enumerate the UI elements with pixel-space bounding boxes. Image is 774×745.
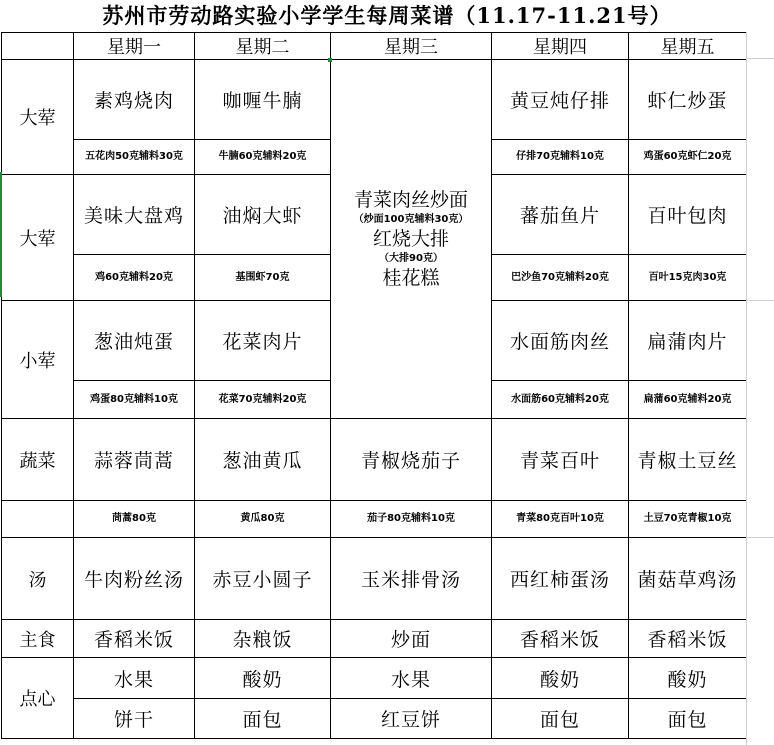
portion-note: 黄瓜80克	[195, 501, 331, 538]
snack-row-1	[2, 658, 747, 699]
dish-cell: 黄豆炖仔排	[492, 60, 629, 140]
dish-cell: 虾仁炒蛋	[629, 60, 747, 140]
dish-cell: 葱油炖蛋	[74, 301, 195, 381]
category-small: 小荤	[2, 301, 74, 419]
sheet-column-edge	[746, 32, 774, 745]
selection-indicator	[0, 172, 2, 297]
header-row	[2, 33, 747, 60]
dish-cell: 面包	[629, 699, 747, 739]
corner-cell	[2, 33, 74, 60]
portion-note: 鸡蛋80克辅料10克	[74, 381, 195, 419]
category-snack: 点心	[2, 658, 74, 739]
main1-dish-row	[2, 60, 747, 140]
dish-cell: 蒜蓉茼蒿	[74, 419, 195, 501]
veg-note-row	[2, 501, 747, 538]
portion-note: 百叶15克肉30克	[629, 255, 747, 301]
dish-cell: 水果	[331, 658, 492, 699]
staple-row	[2, 620, 747, 658]
dish-cell: 酸奶	[195, 658, 331, 699]
category-main1: 大荤	[2, 60, 74, 175]
dish-cell: 牛肉粉丝汤	[74, 538, 195, 620]
dish-cell: 炒面	[331, 620, 492, 658]
dish-cell: 青椒土豆丝	[629, 419, 747, 501]
category-staple: 主食	[2, 620, 74, 658]
wed-dish-1: 青菜肉丝炒面	[353, 188, 468, 211]
dish-cell: 香稻米饭	[74, 620, 195, 658]
dish-cell: 扁蒲肉片	[629, 301, 747, 381]
dish-cell: 美味大盘鸡	[74, 175, 195, 255]
dish-cell: 花菜肉片	[195, 301, 331, 381]
page-title: 苏州市劳动路实验小学学生每周菜谱（11.17-11.21号）	[102, 3, 672, 28]
wed-note-1: （炒面100克辅料30克）	[353, 213, 469, 225]
portion-note: 土豆70克青椒10克	[629, 501, 747, 538]
veg-dish-row	[2, 419, 747, 501]
dish-cell: 水果	[74, 658, 195, 699]
dish-cell: 红豆饼	[331, 699, 492, 739]
sheet-grid-line	[746, 537, 774, 538]
dish-cell: 油焖大虾	[195, 175, 331, 255]
dish-cell: 青菜百叶	[492, 419, 629, 501]
cell-marker	[328, 58, 332, 62]
dish-cell: 蕃茄鱼片	[492, 175, 629, 255]
dish-cell: 酸奶	[629, 658, 747, 699]
dish-cell: 杂粮饭	[195, 620, 331, 658]
dish-cell: 香稻米饭	[492, 620, 629, 658]
portion-note: 青菜80克百叶10克	[492, 501, 629, 538]
dish-cell: 赤豆小圆子	[195, 538, 331, 620]
dish-cell: 面包	[195, 699, 331, 739]
wed-note-2: （大排90克）	[379, 252, 443, 264]
portion-note: 基围虾70克	[195, 255, 331, 301]
day-header-fri: 星期五	[629, 33, 747, 60]
category-main2: 大荤	[2, 175, 74, 301]
portion-note: 扁蒲60克辅料20克	[629, 381, 747, 419]
dish-cell: 菌菇草鸡汤	[629, 538, 747, 620]
snack-row-2	[2, 699, 747, 739]
portion-note: 花菜70克辅料20克	[195, 381, 331, 419]
portion-note: 仔排70克辅料10克	[492, 140, 629, 175]
day-header-mon: 星期一	[74, 33, 195, 60]
dish-cell: 香稻米饭	[629, 620, 747, 658]
portion-note: 鸡蛋60克虾仁20克	[629, 140, 747, 175]
category-veg: 蔬菜	[2, 419, 74, 501]
wed-dish-3: 桂花糕	[382, 266, 440, 289]
sheet-grid-line	[746, 58, 774, 59]
dish-cell: 素鸡烧肉	[74, 60, 195, 140]
portion-note: 巴沙鱼70克辅料20克	[492, 255, 629, 301]
day-header-thu: 星期四	[492, 33, 629, 60]
weekly-menu-table	[1, 32, 747, 739]
portion-note: 水面筋60克辅料20克	[492, 381, 629, 419]
soup-row	[2, 538, 747, 620]
dish-cell: 酸奶	[492, 658, 629, 699]
wednesday-special-cell	[331, 60, 492, 419]
dish-cell: 西红柿蛋汤	[492, 538, 629, 620]
sheet-grid-line	[746, 300, 774, 301]
portion-note: 鸡60克辅料20克	[74, 255, 195, 301]
portion-note: 茼蒿80克	[74, 501, 195, 538]
day-header-tue: 星期二	[195, 33, 331, 60]
day-header-wed: 星期三	[331, 33, 492, 60]
dish-cell: 面包	[492, 699, 629, 739]
dish-cell: 玉米排骨汤	[331, 538, 492, 620]
portion-note: 茄子80克辅料10克	[331, 501, 492, 538]
dish-cell: 水面筋肉丝	[492, 301, 629, 381]
wed-dish-2: 红烧大排	[372, 227, 449, 250]
dish-cell: 咖喱牛腩	[195, 60, 331, 140]
portion-note: 五花肉50克辅料30克	[74, 140, 195, 175]
dish-cell: 百叶包肉	[629, 175, 747, 255]
portion-note: 牛腩60克辅料20克	[195, 140, 331, 175]
empty-category-cell	[2, 501, 74, 538]
dish-cell: 青椒烧茄子	[331, 419, 492, 501]
dish-cell: 饼干	[74, 699, 195, 739]
category-soup: 汤	[2, 538, 74, 620]
dish-cell: 葱油黄瓜	[195, 419, 331, 501]
